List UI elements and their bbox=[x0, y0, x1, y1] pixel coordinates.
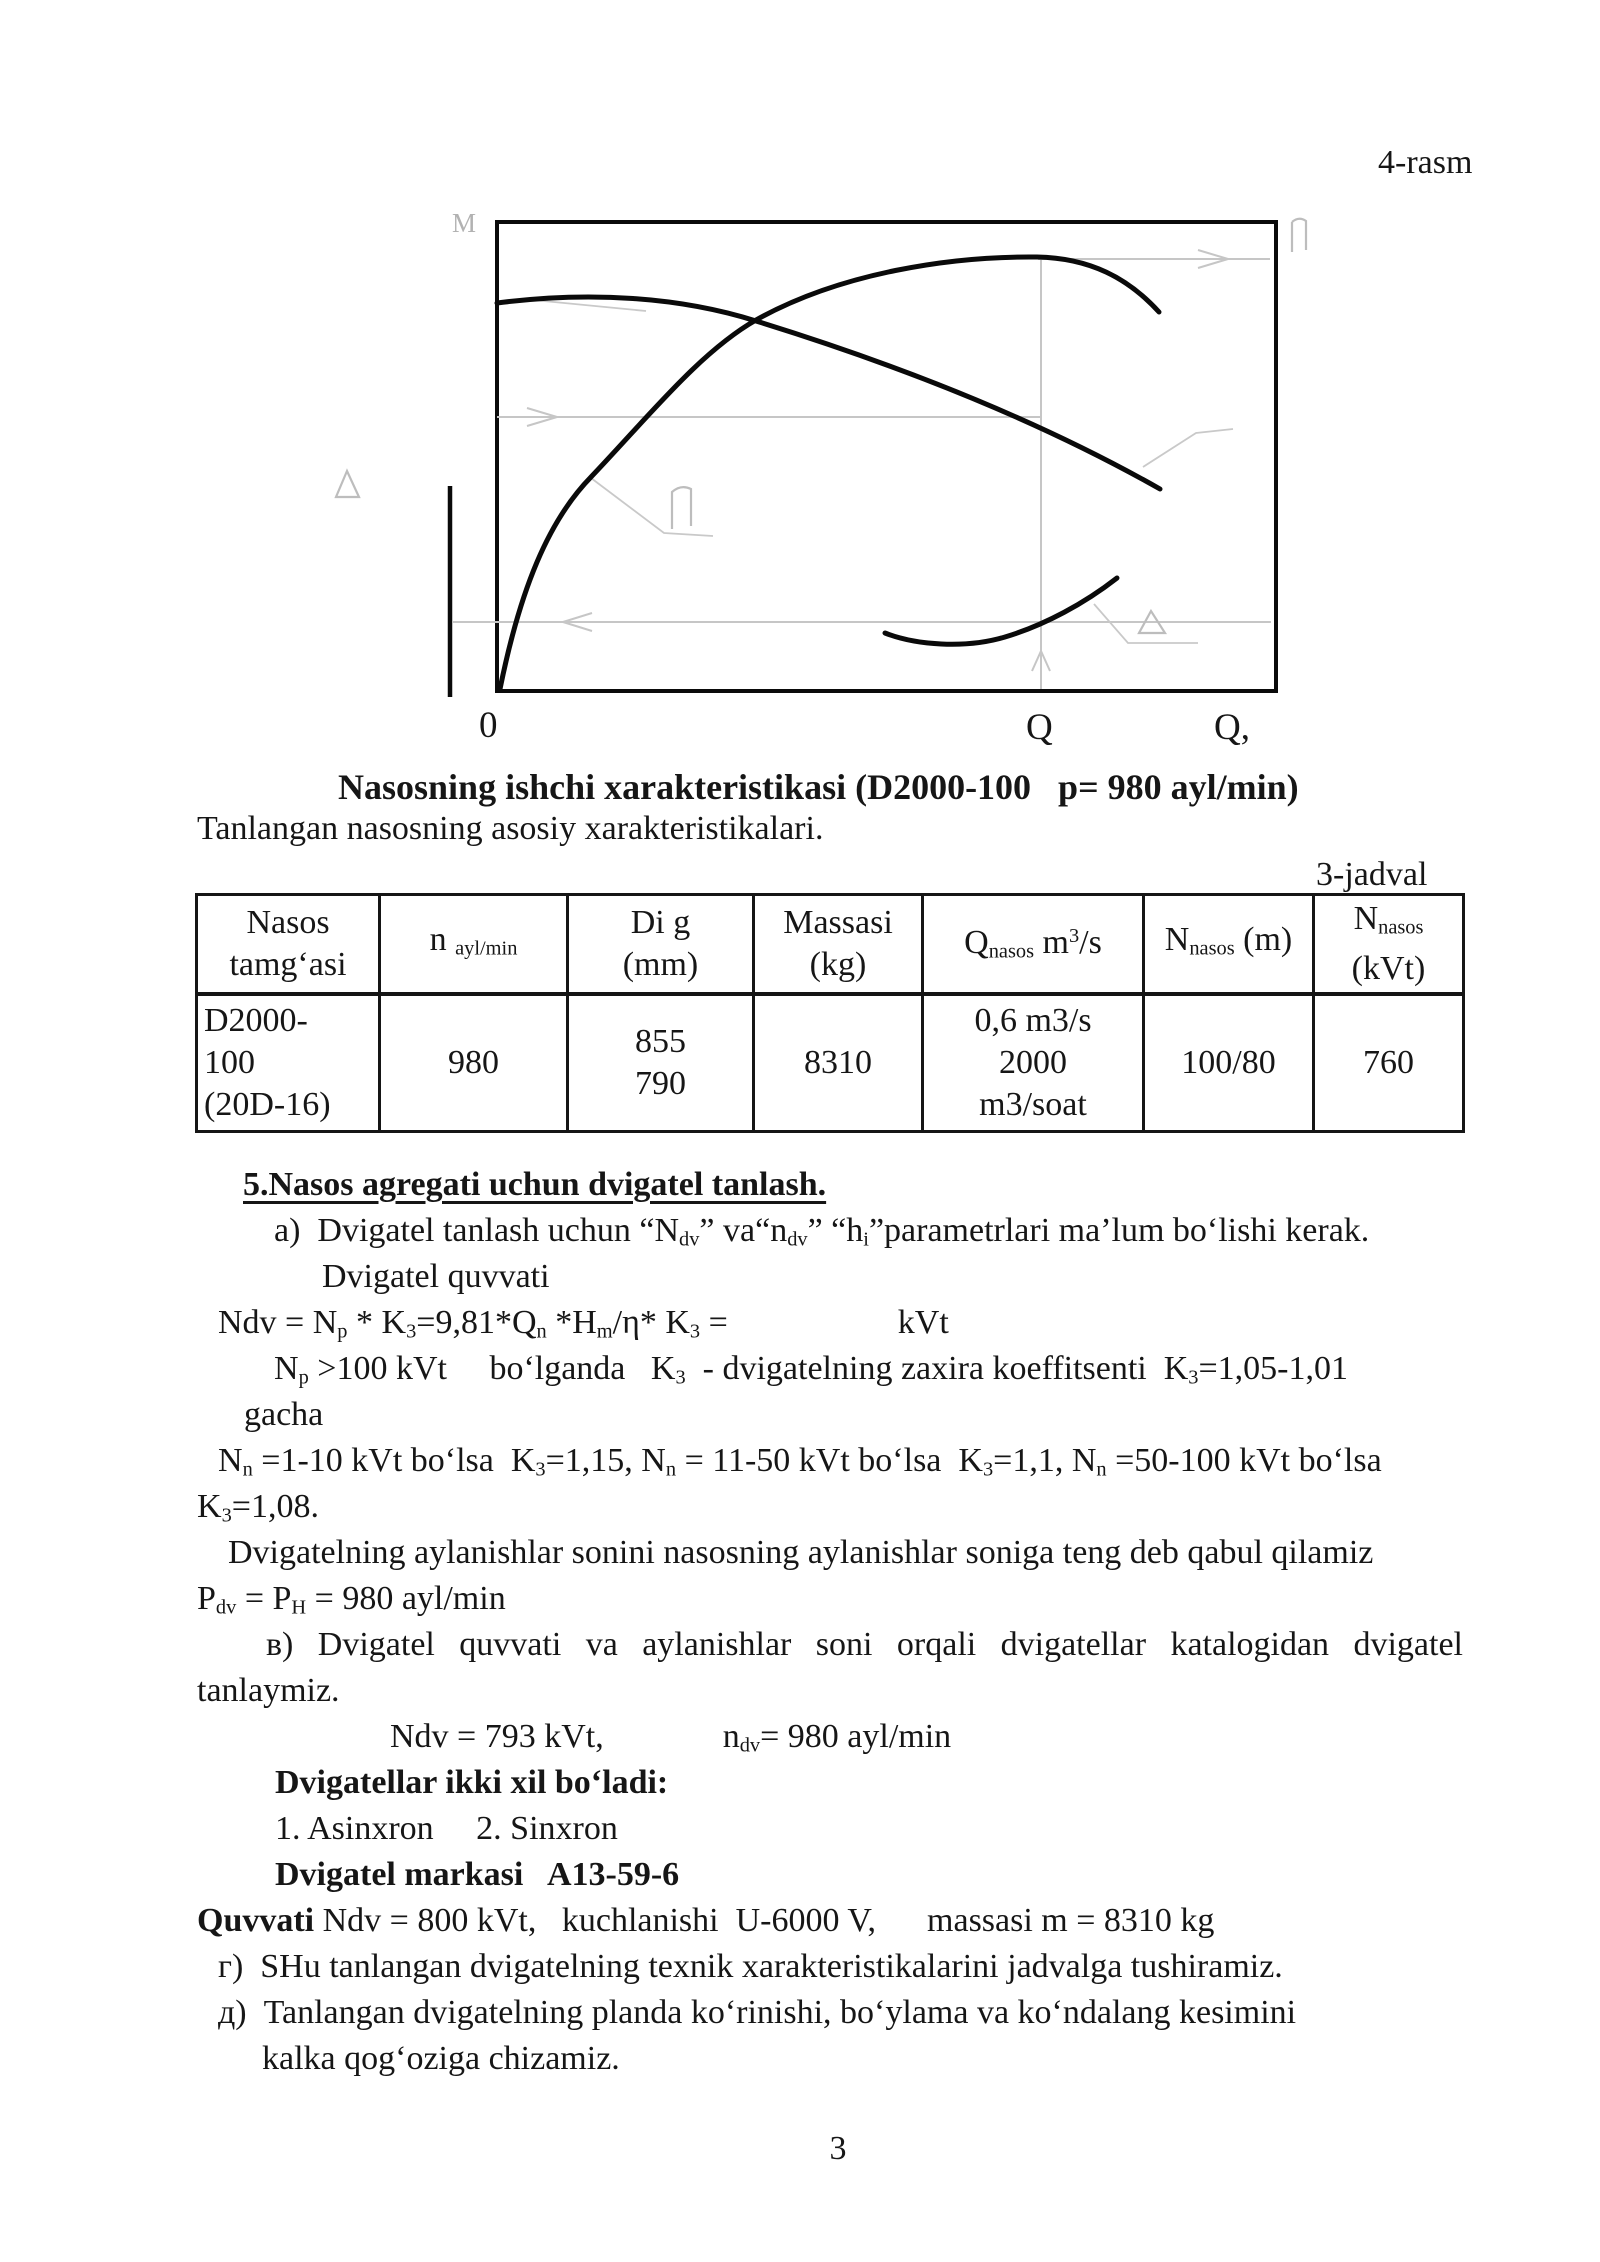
text-segment: 3 bbox=[1188, 1366, 1199, 1389]
text-segment: Dvigatel markasi A13-59-6 bbox=[275, 1856, 680, 1893]
header-nasos-tamgasi bbox=[197, 895, 380, 995]
text-segment: =1,08. bbox=[231, 1488, 319, 1525]
table-cell-line bbox=[1151, 919, 1306, 969]
text-segment: n bbox=[536, 1320, 547, 1343]
item-g-line bbox=[218, 1946, 1283, 1988]
table-cell-line bbox=[204, 944, 372, 986]
text-segment: * K bbox=[347, 1304, 407, 1341]
table-cell-line bbox=[387, 919, 560, 969]
text-segment: =1-10 kVt bo‘lsa K bbox=[252, 1442, 536, 1479]
text-segment: 760 bbox=[1363, 1044, 1414, 1082]
text-segment: Massasi bbox=[783, 904, 893, 942]
text-segment: (kVt) bbox=[1351, 950, 1426, 988]
text-segment: д) Tanlangan dvigatelning planda ko‘rinishi, bo‘ylama va ko‘ndalang kesimini bbox=[218, 1994, 1297, 2031]
text-segment: (20D-16) bbox=[204, 1086, 331, 1124]
text-segment: N bbox=[1164, 921, 1190, 958]
text-line bbox=[218, 1440, 1382, 1490]
item-v-line bbox=[197, 1624, 1463, 1666]
table-cell-line bbox=[930, 915, 1136, 973]
table-cell-line bbox=[204, 1084, 372, 1126]
text-line bbox=[197, 1900, 1214, 1942]
formula-line bbox=[218, 1302, 949, 1352]
header-massasi bbox=[754, 895, 923, 995]
text-segment: dv bbox=[679, 1228, 700, 1251]
text-segment: ” va“n bbox=[699, 1212, 788, 1249]
text-segment: H bbox=[291, 1596, 307, 1619]
table-cell-line bbox=[1321, 898, 1456, 948]
table-cell-line bbox=[575, 944, 746, 986]
text-segment: dv bbox=[739, 1734, 761, 1757]
text-segment: dv bbox=[215, 1596, 237, 1619]
text-segment: 855 bbox=[635, 1023, 686, 1061]
text-segment: i bbox=[863, 1228, 869, 1251]
header-q-nasos bbox=[923, 895, 1144, 995]
text-segment: =1,1, N bbox=[993, 1442, 1097, 1479]
text-segment: 100 bbox=[204, 1044, 255, 1082]
section-heading bbox=[243, 1164, 826, 1206]
figure-caption: Nasosning ishchi xarakteristikasi (D2000-100 p= 980 ayl/min) bbox=[338, 767, 1299, 807]
text-segment: =1,15, N bbox=[545, 1442, 666, 1479]
text-line bbox=[274, 1348, 1348, 1398]
table-cell-line bbox=[204, 902, 372, 944]
text-segment: m bbox=[1034, 924, 1069, 962]
pump-spec-table bbox=[195, 893, 1465, 1133]
text-segment: 3 bbox=[221, 1504, 232, 1527]
text-segment: N bbox=[218, 1442, 243, 1479]
text-line-bold bbox=[275, 1762, 668, 1804]
header-n-nasos-m bbox=[1144, 895, 1314, 995]
text-segment: /s bbox=[1079, 924, 1102, 962]
cell-speed bbox=[380, 994, 568, 1131]
guide-lines bbox=[453, 250, 1271, 689]
text-segment: N bbox=[274, 1350, 299, 1387]
text-segment: Ndv = 793 kVt, n bbox=[390, 1718, 740, 1755]
table-cell-line bbox=[387, 1042, 560, 1084]
text-segment: *H bbox=[546, 1304, 597, 1341]
text-segment: Nasos bbox=[246, 904, 330, 942]
text-segment: = 980 ayl/min bbox=[306, 1580, 506, 1617]
table-cell-line bbox=[1321, 948, 1456, 990]
table-cell-line bbox=[1151, 1042, 1306, 1084]
eta-glyph-icon bbox=[672, 487, 691, 529]
table-cell-line bbox=[575, 902, 746, 944]
text-segment: 2000 bbox=[999, 1044, 1067, 1082]
text-segment: P bbox=[197, 1580, 216, 1617]
table-cell-line bbox=[761, 902, 915, 944]
item-d-line bbox=[218, 1992, 1296, 2034]
text-segment: г) SHu tanlangan dvigatelning texnik xarakteristikalarini jadvalga tushiramiz. bbox=[218, 1948, 1283, 1985]
text-segment: 3 bbox=[982, 1458, 994, 1481]
head-curve bbox=[497, 297, 1160, 489]
text-segment: p bbox=[337, 1320, 348, 1343]
cell-pump-model bbox=[197, 994, 380, 1131]
text-segment: (kg) bbox=[809, 946, 867, 984]
pump-characteristic-figure bbox=[0, 0, 1600, 770]
text-segment: ayl/min bbox=[455, 937, 518, 960]
text-segment: Dvigatelning aylanishlar sonini nasosning aylanishlar soniga teng deb qabul qilamiz bbox=[228, 1534, 1374, 1571]
page-number: 3 bbox=[829, 2130, 847, 2167]
text-line bbox=[197, 1486, 319, 1536]
text-segment: ” “h bbox=[807, 1212, 864, 1249]
item-a-line bbox=[274, 1210, 1369, 1260]
figure-number-label: 4-rasm bbox=[1378, 144, 1473, 181]
text-segment: =1,05-1,01 bbox=[1198, 1350, 1348, 1387]
intro-line: Tanlangan nasosning asosiy xarakteristikalari. bbox=[197, 810, 824, 847]
text-segment: Ndv = N bbox=[218, 1304, 338, 1341]
text-segment: n bbox=[242, 1458, 253, 1481]
text-segment: K bbox=[197, 1488, 222, 1525]
faint-glyphs bbox=[336, 219, 1306, 633]
text-segment: nasos bbox=[988, 941, 1035, 964]
table-cell-line bbox=[761, 944, 915, 986]
text-segment: p bbox=[298, 1366, 309, 1389]
power-curve bbox=[885, 578, 1117, 644]
axis-m-label: M bbox=[452, 208, 478, 238]
text-segment: =9,81*Q bbox=[416, 1304, 537, 1341]
text-segment: dv bbox=[787, 1228, 808, 1251]
cell-head bbox=[1144, 994, 1314, 1131]
header-n-aylmin bbox=[380, 895, 568, 995]
table-cell-line bbox=[204, 1000, 372, 1042]
text-segment: ”parametrlari ma’lum bo‘lishi kerak. bbox=[868, 1212, 1370, 1249]
text-segment: 980 bbox=[448, 1044, 499, 1082]
text-segment: в) Dvigatel quvvati va aylanishlar soni orqali dvigatellar katalogidan dvigatel bbox=[266, 1626, 1463, 1663]
text-segment: Quvvati bbox=[197, 1902, 315, 1939]
text-segment: 3 bbox=[689, 1320, 701, 1343]
text-line-bold bbox=[275, 1854, 679, 1896]
axis-origin-label: 0 bbox=[479, 705, 498, 746]
cell-power bbox=[1314, 994, 1464, 1131]
text-segment: (mm) bbox=[622, 946, 699, 984]
cell-mass bbox=[754, 994, 923, 1131]
text-line bbox=[244, 1394, 323, 1436]
text-segment: kalka qog‘oziga chizamiz. bbox=[262, 2040, 620, 2077]
table-cell-line bbox=[930, 1000, 1136, 1042]
table-cell-line bbox=[204, 1042, 372, 1084]
text-segment: >100 kVt bo‘lganda K bbox=[308, 1350, 676, 1387]
header-di-g bbox=[568, 895, 754, 995]
text-segment: /η* K bbox=[612, 1304, 690, 1341]
table-cell-line bbox=[761, 1042, 915, 1084]
text-segment: m3/soat bbox=[979, 1086, 1087, 1124]
text-segment: N bbox=[1353, 900, 1379, 937]
text-segment: 100/80 bbox=[1181, 1044, 1276, 1082]
text-line bbox=[228, 1532, 1373, 1574]
text-segment: = P bbox=[236, 1580, 292, 1617]
text-segment: D2000- bbox=[204, 1002, 308, 1040]
text-segment: - dvigatelning zaxira koeffitsenti K bbox=[685, 1350, 1189, 1387]
table-cell-line bbox=[930, 1084, 1136, 1126]
text-segment: n bbox=[1096, 1458, 1107, 1481]
table-cell-line bbox=[1321, 1042, 1456, 1084]
text-segment: a) Dvigatel tanlash uchun “N bbox=[274, 1212, 680, 1249]
text-line bbox=[197, 1670, 340, 1712]
text-segment: 8310 bbox=[804, 1044, 872, 1082]
text-line bbox=[322, 1256, 550, 1298]
text-segment: 3 bbox=[406, 1320, 417, 1343]
text-segment: 3 bbox=[1068, 925, 1080, 948]
efficiency-curve bbox=[500, 257, 1159, 689]
text-segment: Q bbox=[964, 924, 989, 962]
text-line bbox=[262, 2038, 620, 2080]
text-segment: Dvigatellar ikki xil bo‘ladi: bbox=[275, 1764, 669, 1801]
text-line bbox=[275, 1808, 618, 1850]
pump-curves bbox=[497, 257, 1160, 689]
eta-glyph-icon bbox=[1292, 219, 1306, 252]
text-segment: n bbox=[429, 921, 456, 958]
text-segment: 790 bbox=[635, 1065, 686, 1103]
axis-q-label: Q bbox=[1026, 707, 1053, 748]
text-segment: = kVt bbox=[700, 1304, 949, 1341]
triangle-icon bbox=[336, 471, 359, 497]
header-n-nasos-kvt bbox=[1314, 895, 1464, 995]
text-segment: 5.Nasos agregati uchun dvigatel tanlash. bbox=[243, 1166, 827, 1203]
table-cell-line bbox=[575, 1021, 746, 1063]
text-segment: 3 bbox=[535, 1458, 546, 1481]
text-segment: Ndv = 800 kVt, kuchlanishi U-6000 V, massasi m = 8310 kg bbox=[314, 1902, 1215, 1939]
text-segment: (m) bbox=[1234, 921, 1293, 958]
text-segment: nasos bbox=[1189, 937, 1235, 960]
cell-diameter bbox=[568, 994, 754, 1131]
formula-line bbox=[197, 1578, 506, 1628]
formula-line bbox=[390, 1716, 951, 1766]
text-segment: gacha bbox=[244, 1396, 324, 1433]
text-segment: 1. Asinxron 2. Sinxron bbox=[275, 1810, 618, 1847]
table-caption: 3-jadval bbox=[1316, 856, 1428, 893]
table-cell-line bbox=[575, 1063, 746, 1105]
text-segment: Di g bbox=[630, 904, 691, 942]
table-cell-line bbox=[930, 1042, 1136, 1084]
text-segment: 0,6 m3/s bbox=[974, 1002, 1092, 1040]
axis-q2-label: Q, bbox=[1214, 707, 1250, 748]
text-segment: 3 bbox=[675, 1366, 686, 1389]
text-segment: =50-100 kVt bo‘lsa bbox=[1106, 1442, 1382, 1479]
text-segment: tamg‘asi bbox=[229, 946, 347, 984]
text-segment: = 11-50 kVt bo‘lsa K bbox=[676, 1442, 983, 1479]
text-segment: n bbox=[665, 1458, 677, 1481]
text-segment: nasos bbox=[1378, 916, 1424, 939]
text-segment: Dvigatel quvvati bbox=[322, 1258, 550, 1295]
cell-flow bbox=[923, 994, 1144, 1131]
text-segment: = 980 ayl/min bbox=[760, 1718, 952, 1755]
text-segment: m bbox=[596, 1320, 613, 1343]
text-segment: tanlaymiz. bbox=[197, 1672, 340, 1709]
